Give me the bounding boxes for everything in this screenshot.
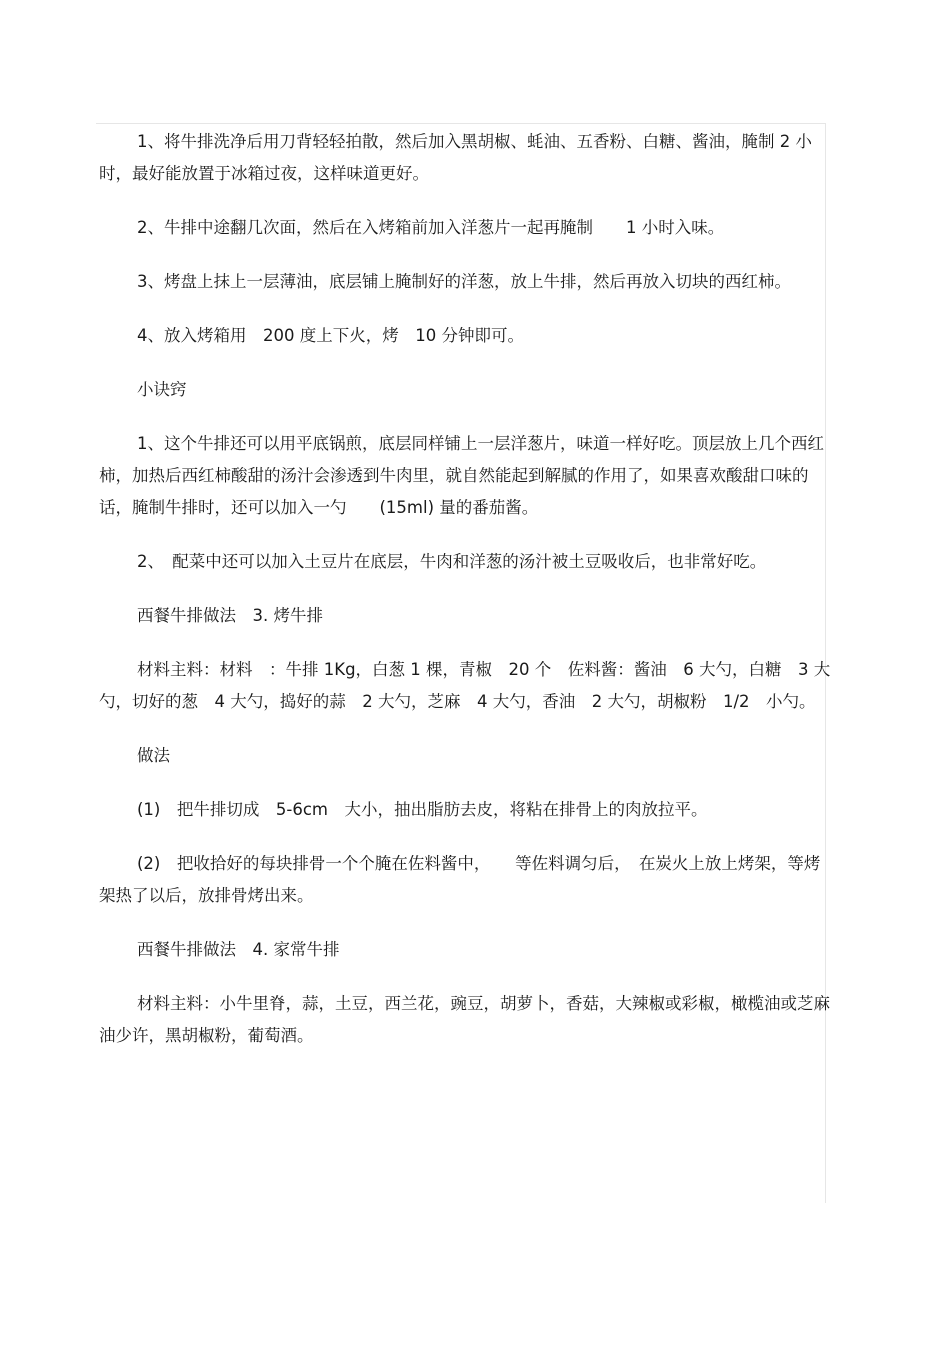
method-step-1: (1) 把牛排切成 5-6cm 大小，抽出脂肪去皮，将粘在排骨上的肉放拉平。 (137, 800, 708, 819)
tips-heading: 小诀窍 (137, 380, 187, 399)
step-1-paragraph: 1、将牛排洗净后用刀背轻轻拍散，然后加入黑胡椒、蚝油、五香粉、白糖、酱油，腌制 2 小时，最好能放置于冰箱过夜，这样味道更好。 (99, 132, 812, 183)
section-4-ingredients: 材料主料：小牛里脊，蒜，土豆，西兰花，豌豆，胡萝卜，香菇，大辣椒或彩椒，橄榄油或芝麻油少许，黑胡椒粉，葡萄酒。 (99, 994, 830, 1045)
step-3-paragraph: 3、烤盘上抹上一层薄油，底层铺上腌制好的洋葱，放上牛排，然后再放入切块的西红柿。 (137, 272, 791, 291)
section-4-heading: 西餐牛排做法 4. 家常牛排 (137, 940, 340, 959)
step-2-paragraph: 2、牛排中途翻几次面，然后在入烤箱前加入洋葱片一起再腌制 1 小时入味。 (137, 218, 725, 237)
tip-1-paragraph: 1、这个牛排还可以用平底锅煎，底层同样铺上一层洋葱片，味道一样好吃。顶层放上几个西红柿，加热后西红柿酸甜的汤汁会渗透到牛肉里，就自然能起到解腻的作用了，如果喜欢酸甜口味的话，腌制牛排时，还可以加入一勺 (15ml) 量的番茄酱。 (99, 434, 824, 517)
tip-2-paragraph: 2、 配菜中还可以加入土豆片在底层，牛肉和洋葱的汤汁被土豆吸收后，也非常好吃。 (137, 552, 767, 571)
step-4-paragraph: 4、放入烤箱用 200 度上下火，烤 10 分钟即可。 (137, 326, 524, 345)
document-body (99, 126, 834, 1074)
section-3-ingredients: 材料主料：材料 ：牛排 1Kg，白葱 1 棵，青椒 20 个 佐料酱：酱油 6 大勺，白糖 3 大勺，切好的葱 4 大勺，捣好的蒜 2 大勺，芝麻 4 大勺，香油 2 大勺，胡椒粉 1/2 小勺。 (99, 660, 831, 711)
method-heading: 做法 (137, 746, 170, 765)
method-step-2: (2) 把收拾好的每块排骨一个个腌在佐料酱中， 等佐料调匀后， 在炭火上放上烤架，等烤架热了以后，放排骨烤出来。 (99, 854, 821, 905)
section-3-heading: 西餐牛排做法 3. 烤牛排 (137, 606, 323, 625)
